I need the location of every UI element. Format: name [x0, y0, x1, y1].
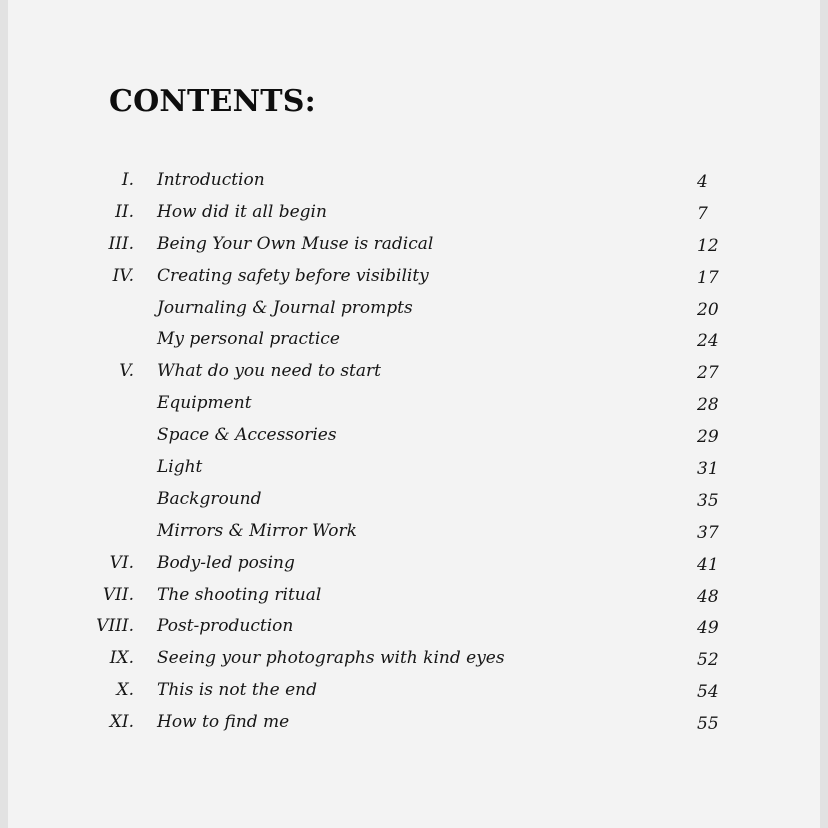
toc-entry-label: What do you need to start — [157, 361, 381, 382]
toc-entry-page: 31 — [697, 459, 719, 480]
toc-entry — [8, 581, 828, 613]
toc-entry — [8, 453, 828, 485]
toc-entry-label: This is not the end — [157, 680, 317, 701]
toc-entry-number: IV. — [112, 265, 134, 286]
toc-entry-label: Being Your Own Muse is radical — [157, 233, 434, 254]
toc-entry — [8, 357, 828, 389]
toc-entry — [8, 485, 828, 517]
toc-entry-number: V. — [119, 361, 134, 382]
toc-entry-number: I. — [121, 170, 134, 190]
toc-entry-number: VII. — [102, 584, 134, 605]
toc-entry-page: 54 — [697, 682, 719, 703]
toc-entry-label: Post-production — [157, 616, 294, 637]
toc-entry-page: 20 — [697, 299, 719, 320]
toc-entry-page: 35 — [697, 490, 719, 511]
toc-entry-label: Introduction — [157, 170, 265, 190]
page-title: CONTENTS: — [109, 84, 316, 119]
toc-entry-page: 48 — [697, 586, 719, 607]
toc-entry-page: 55 — [697, 714, 719, 735]
toc-entry — [8, 708, 828, 740]
toc-entry-label: How did it all begin — [157, 201, 327, 222]
toc-entry-number: IX. — [109, 648, 134, 669]
toc-entry-page: 4 — [697, 172, 708, 192]
toc-entry-label: Space & Accessories — [157, 425, 337, 446]
toc-entry-label: Background — [157, 488, 262, 509]
toc-entry-label: Light — [157, 457, 203, 478]
toc-entry-number: X. — [116, 680, 134, 701]
toc-entry — [8, 612, 828, 644]
toc-entry-page: 49 — [697, 618, 719, 639]
toc-entry-page: 7 — [697, 203, 708, 224]
toc-entry-page: 24 — [697, 331, 719, 352]
toc-entry — [8, 198, 828, 230]
toc-entry — [8, 294, 828, 326]
toc-entry — [8, 166, 828, 198]
toc-entry-number: III. — [108, 233, 134, 254]
toc-entry — [8, 262, 828, 294]
toc-entry-page: 12 — [697, 235, 719, 256]
toc-entry — [8, 421, 828, 453]
toc-entry-page: 41 — [697, 554, 719, 575]
toc-entry-label: Mirrors & Mirror Work — [157, 520, 357, 541]
toc-entry — [8, 325, 828, 357]
toc-entry-page: 28 — [697, 395, 719, 416]
toc-entry-label: Seeing your photographs with kind eyes — [157, 648, 505, 669]
toc-entry-label: Equipment — [157, 393, 252, 414]
toc-entry-label: Body-led posing — [157, 552, 295, 573]
toc-entry-label: Creating safety before visibility — [157, 265, 429, 286]
toc-entry-label: Journaling & Journal prompts — [157, 297, 413, 318]
toc-entry-label: The shooting ritual — [157, 584, 322, 605]
toc-entry — [8, 517, 828, 549]
toc-entry-label: How to find me — [157, 712, 290, 733]
toc-entry-number: II. — [115, 201, 134, 222]
toc-entry — [8, 644, 828, 676]
toc-entry — [8, 230, 828, 262]
toc-entry-number: VI. — [109, 552, 134, 573]
toc-entry-number: VIII. — [96, 616, 134, 637]
toc-entry-label: My personal practice — [157, 329, 340, 350]
table-of-contents — [8, 166, 828, 740]
toc-entry-page: 29 — [697, 427, 719, 448]
toc-entry-page: 52 — [697, 650, 719, 671]
toc-entry-page: 37 — [697, 522, 719, 543]
toc-entry-page: 27 — [697, 363, 719, 384]
toc-entry-number: XI. — [109, 712, 134, 733]
toc-entry — [8, 549, 828, 581]
toc-entry — [8, 389, 828, 421]
toc-entry — [8, 676, 828, 708]
toc-entry-page: 17 — [697, 267, 719, 288]
